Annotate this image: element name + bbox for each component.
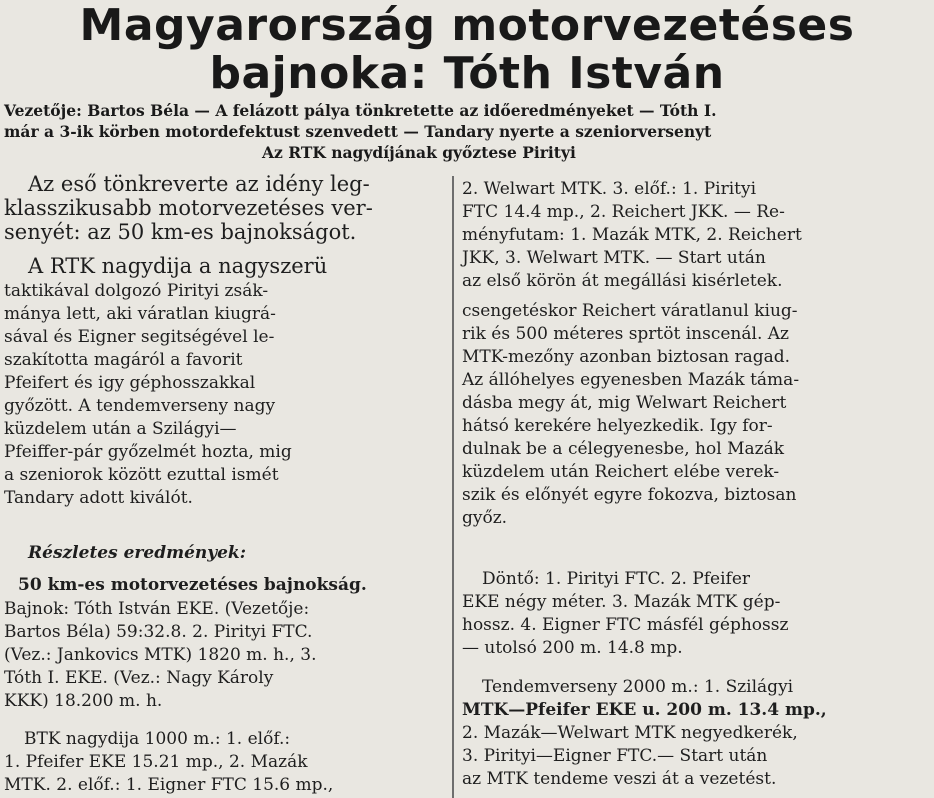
body-line: sával és Eigner segitségével le- [4,327,275,347]
body-line: győz. [462,508,508,528]
body-line: Pfeifert és igy géphosszakkal [4,373,256,393]
body-line: ményfutam: 1. Mazák MTK, 2. Reichert [462,225,802,245]
intro-line: Az eső tönkreverte az idény leg- [28,172,370,196]
final-line: hossz. 4. Eigner FTC másfél géphossz [462,615,789,635]
body-line: hátsó kerekére helyezkedik. Igy for- [462,416,773,436]
body-line: rik és 500 méteres sprtöt inscenál. Az [462,324,789,344]
body-line: az első körön át megállási kisérletek. [462,271,783,291]
body-line: a szeniorok között ezuttal ismét [4,465,279,485]
subhead-line-1: Vezetője: Bartos Béla — A felázott pálya tönkretette az időeredményeket — Tóth I. [4,101,717,120]
subhead-line-2: már a 3-ik körben motordefektust szenvedett — Tandary nyerte a szeniorversenyt [4,122,712,141]
final-line: Döntő: 1. Pirityi FTC. 2. Pfeifer [482,569,751,589]
results-line: Bartos Béla) 59:32.8. 2. Pirityi FTC. [4,622,313,642]
results-line: Bajnok: Tóth István EKE. (Vezetője: [4,599,310,619]
body-line: Az állóhelyes egyenesben Mazák táma- [462,370,800,390]
body-line: dulnak be a célegyenesbe, hol Mazák [462,439,785,459]
tandem-line: Tendemverseny 2000 m.: 1. Szilágyi [482,677,794,697]
body-line: mánya lett, aki váratlan kiugrá- [4,304,276,324]
body-line: taktikával dolgozó Pirityi zsák- [4,281,269,301]
body-line: győzött. A tendemverseny nagy [4,396,276,416]
final-line: EKE négy méter. 3. Mazák MTK gép- [462,592,781,612]
results-line: Tóth I. EKE. (Vez.: Nagy Károly [4,668,274,688]
body-line: FTC 14.4 mp., 2. Reichert JKK. — Re- [462,202,785,222]
tandem-line: 3. Pirityi—Eigner FTC.— Start után [462,746,768,766]
body-line: MTK-mezőny azonban biztosan ragad. [462,347,791,367]
body-line: A RTK nagydija a nagyszerü [28,254,328,278]
results-line: (Vez.: Jankovics MTK) 1820 m. h., 3. [4,645,317,665]
body-line: küzdelem után a Szilágyi— [4,419,237,439]
body-line: szakította magáról a favorit [4,350,243,370]
headline-line-1: Magyarország motorvezetéses [79,0,855,51]
results-heading: Részletes eredmények: [28,543,246,563]
body-line: dásba megy át, mig Welwart Reichert [462,393,787,413]
tandem-line: 2. Mazák—Welwart MTK negyedkerék, [462,723,798,743]
column-rule [452,176,454,798]
intro-line: klasszikusabb motorvezetéses ver- [4,196,373,220]
body-line: 2. Welwart MTK. 3. előf.: 1. Pirityi [462,179,757,199]
body-line: JKK, 3. Welwart MTK. — Start után [462,248,766,268]
tandem-line: MTK—Pfeifer EKE u. 200 m. 13.4 mp., [462,700,827,720]
results-line: KKK) 18.200 m. h. [4,691,163,711]
btk-line: MTK. 2. előf.: 1. Eigner FTC 15.6 mp., [4,775,334,795]
tandem-line: az MTK tendeme veszi át a vezetést. [462,769,777,789]
body-line: szik és előnyét egyre fokozva, biztosan [462,485,797,505]
body-line: Pfeiffer-pár győzelmét hozta, mig [4,442,292,462]
btk-line: BTK nagydija 1000 m.: 1. előf.: [24,729,291,749]
headline-line-2: bajnoka: Tóth István [209,48,725,99]
body-line: Tandary adott kiválót. [4,488,193,508]
final-line: — utolsó 200 m. 14.8 mp. [462,638,683,658]
results-line: 50 km-es motorvezetéses bajnokság. [18,575,367,595]
intro-line: senyét: az 50 km-es bajnokságot. [4,220,357,244]
btk-line: 1. Pfeifer EKE 15.21 mp., 2. Mazák [4,752,308,772]
body-line: csengetéskor Reichert váratlanul kiug- [462,301,798,321]
body-line: küzdelem után Reichert elébe verek- [462,462,780,482]
subhead-line-3: Az RTK nagydíjának győztese Pirityi [262,143,576,162]
